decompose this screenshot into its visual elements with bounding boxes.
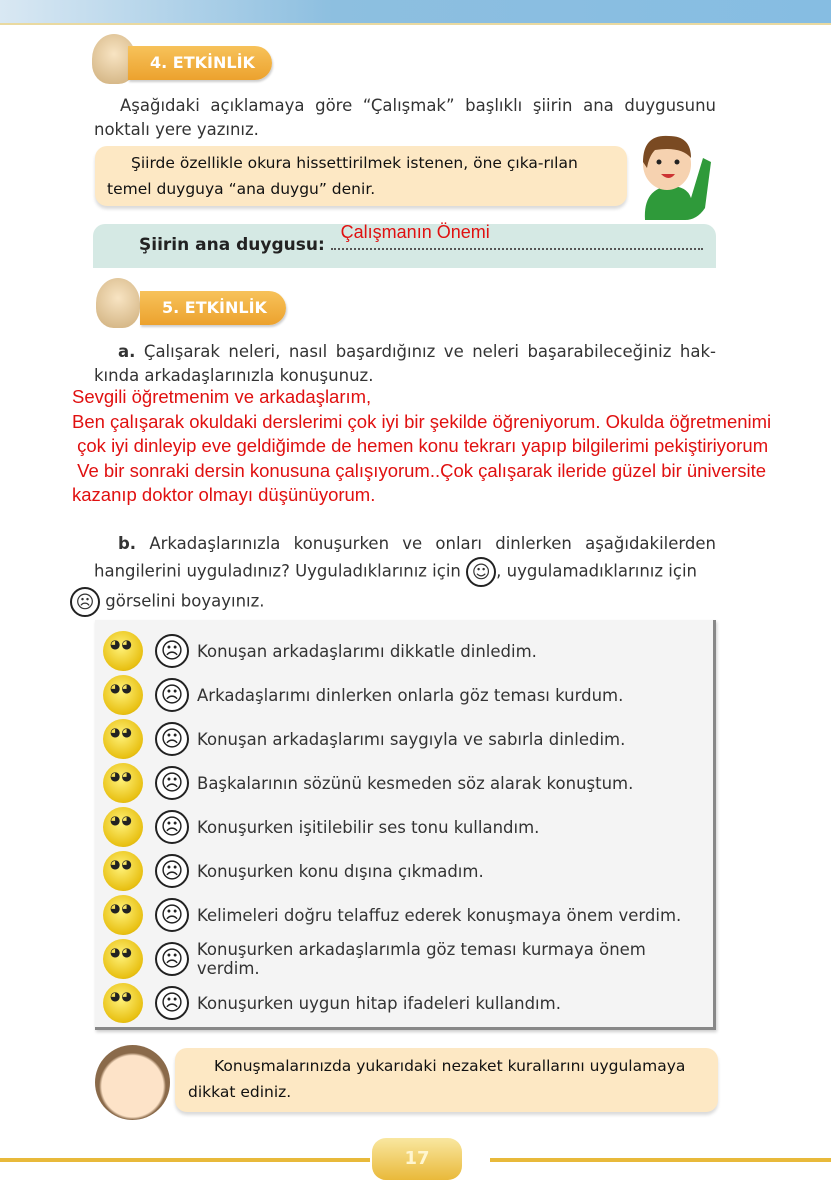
checklist-item xyxy=(103,631,537,671)
sad-face-icon[interactable]: ☹ xyxy=(155,766,189,800)
happy-face-icon[interactable] xyxy=(103,983,143,1023)
girl-illustration-icon xyxy=(95,1045,170,1120)
b-text-3: görselini boyayınız. xyxy=(105,591,265,611)
footer-line-right xyxy=(490,1158,831,1162)
checklist-item-text: Konuşurken arkadaşlarımla göz teması kurmaya önem verdim. xyxy=(196,940,646,978)
checklist-item-text: Konuşurken işitilebilir ses tonu kullandım. xyxy=(197,817,540,837)
activity-5b-text xyxy=(75,530,716,617)
main-emotion-answer: Çalışmanın Önemi xyxy=(340,222,490,242)
definition-bubble: Şiirde özellikle okura hissettirilmek istenen, öne çıka-rılan temel duyguya “ana duygu” denir. xyxy=(95,146,627,206)
checklist-item xyxy=(103,895,681,935)
b-letter: b. xyxy=(118,534,137,553)
happy-face-icon[interactable] xyxy=(103,807,143,847)
activity-5a-text xyxy=(94,340,716,388)
happy-face-icon[interactable] xyxy=(103,763,143,803)
happy-face-icon[interactable] xyxy=(103,675,143,715)
checklist-item xyxy=(103,675,623,715)
checklist-item xyxy=(103,851,484,891)
mascot-icon xyxy=(96,278,140,328)
sad-face-icon[interactable]: ☹ xyxy=(155,898,189,932)
note-bubble: Konuşmalarınızda yukarıdaki nezaket kurallarını uygulamaya dikkat ediniz. xyxy=(175,1048,718,1112)
checklist-item-text: Konuşan arkadaşlarımı dikkatle dinledim. xyxy=(197,641,537,661)
main-emotion-field[interactable] xyxy=(331,222,703,250)
footer-line-left xyxy=(0,1158,370,1162)
checklist-item-text: Başkalarının sözünü kesmeden söz alarak konuştum. xyxy=(197,773,634,793)
checklist-item xyxy=(103,807,539,847)
main-emotion-label: Şiirin ana duygusu: xyxy=(139,235,325,255)
sad-face-icon[interactable]: ☹ xyxy=(155,986,189,1020)
happy-face-icon[interactable] xyxy=(103,895,143,935)
sad-face-icon[interactable]: ☹ xyxy=(155,634,189,668)
happy-face-icon[interactable] xyxy=(103,851,143,891)
checklist-item-text: Kelimeleri doğru telaffuz ederek konuşmaya önem verdim. xyxy=(197,905,682,925)
happy-face-icon[interactable] xyxy=(103,719,143,759)
b-text-2: , uygulamadıklarınız için xyxy=(496,561,697,581)
a-letter: a. xyxy=(118,342,136,361)
checklist-item-text: Arkadaşlarımı dinlerken onlarla göz teması kurdum. xyxy=(197,685,624,705)
sad-face-icon[interactable]: ☹ xyxy=(155,678,189,712)
checklist-item xyxy=(103,719,625,759)
sad-face-icon[interactable]: ☹ xyxy=(155,810,189,844)
b-text-1: Arkadaşlarınızla konuşurken ve onları dinlerken aşağıdakilerden hangilerini uyguladınız? Uyguladıklarınız için xyxy=(94,534,716,581)
sad-face-icon: ☹ xyxy=(70,587,100,617)
activity-4-instruction: Aşağıdaki açıklamaya göre “Çalışmak” başlıklı şiirin ana duygusunu noktalı yere yazınız. xyxy=(94,96,716,139)
checklist-item-text: Konuşurken uygun hitap ifadeleri kullandım. xyxy=(197,993,561,1013)
main-emotion-box xyxy=(93,224,716,268)
a-text: Çalışarak neleri, nasıl başardığınız ve neleri başarabileceğiniz hak-kında arkadaşlarınızla konuşunuz. xyxy=(94,342,716,385)
activity-5-title: 5. ETKİNLİK xyxy=(140,291,286,325)
checklist-item xyxy=(103,983,561,1023)
happy-face-icon: ☺ xyxy=(466,557,496,587)
checklist xyxy=(95,620,716,1030)
sad-face-icon[interactable]: ☹ xyxy=(155,942,189,976)
boy-illustration-icon xyxy=(625,128,715,220)
sad-face-icon[interactable]: ☹ xyxy=(155,854,189,888)
checklist-item xyxy=(103,763,633,803)
checklist-item xyxy=(103,939,713,979)
handwritten-answer: Sevgili öğretmenim ve arkadaşlarım, Ben çalışarak okuldaki derslerimi çok iyi bir şekilde öğreniyorum. Okulda öğretmenimi çok iyi dinleyip eve geldiğimde de hemen konu tekrarı yapıp bilgilerimi pekiştiriyorum Ve bir sonraki dersin konusuna çalışıyorum..Çok çalışarak ileride güzel bir üniversite kazanıp doktor olmayı düşünüyorum. xyxy=(72,386,772,505)
happy-face-icon[interactable] xyxy=(103,631,143,671)
happy-face-icon[interactable] xyxy=(103,939,143,979)
sad-face-icon[interactable]: ☹ xyxy=(155,722,189,756)
page-number: 17 xyxy=(372,1138,462,1180)
checklist-item-text: Konuşan arkadaşlarımı saygıyla ve sabırla dinledim. xyxy=(197,729,626,749)
top-band xyxy=(0,0,831,25)
activity-4-title: 4. ETKİNLİK xyxy=(128,46,272,80)
checklist-item-text: Konuşurken konu dışına çıkmadım. xyxy=(197,861,484,881)
